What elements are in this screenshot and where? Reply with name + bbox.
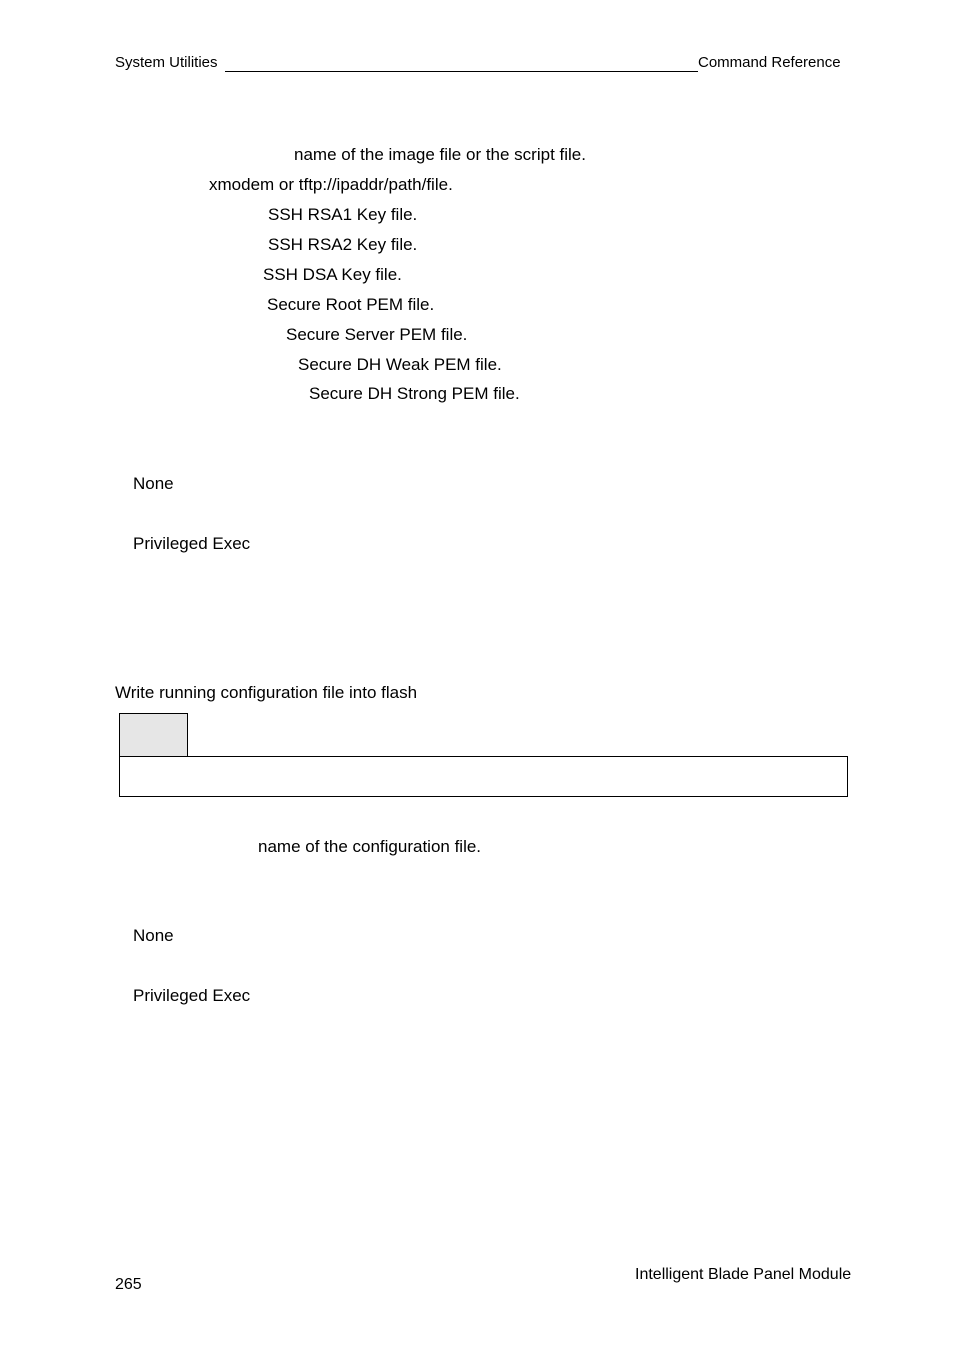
command-mode: Privileged Exec	[133, 534, 251, 553]
param-description: xmodem or tftp://ipaddr/path/file.	[209, 175, 453, 194]
param-description: name of the configuration file.	[258, 837, 482, 856]
param-description: Secure DH Weak PEM file.	[298, 355, 502, 374]
default-value: None	[133, 474, 174, 493]
header-section-title: System Utilities	[115, 54, 218, 71]
command-description: Write running configuration file into flash	[115, 683, 418, 702]
param-description: SSH RSA2 Key file.	[268, 235, 418, 254]
param-description: SSH RSA1 Key file.	[268, 205, 418, 224]
page-number: 265	[115, 1276, 142, 1293]
syntax-table-header-cell	[119, 713, 188, 756]
footer-product-name: Intelligent Blade Panel Module	[635, 1266, 852, 1283]
header-document-title: Command Reference	[698, 54, 841, 71]
syntax-table-row	[119, 756, 848, 797]
default-value: None	[133, 926, 174, 945]
param-description: Secure Root PEM file.	[267, 295, 435, 314]
header-rule	[225, 71, 698, 72]
param-description: Secure DH Strong PEM file.	[309, 384, 520, 403]
param-description: Secure Server PEM file.	[286, 325, 468, 344]
param-description: SSH DSA Key file.	[263, 265, 402, 284]
command-mode: Privileged Exec	[133, 986, 251, 1005]
param-description: name of the image file or the script file.	[294, 145, 586, 164]
